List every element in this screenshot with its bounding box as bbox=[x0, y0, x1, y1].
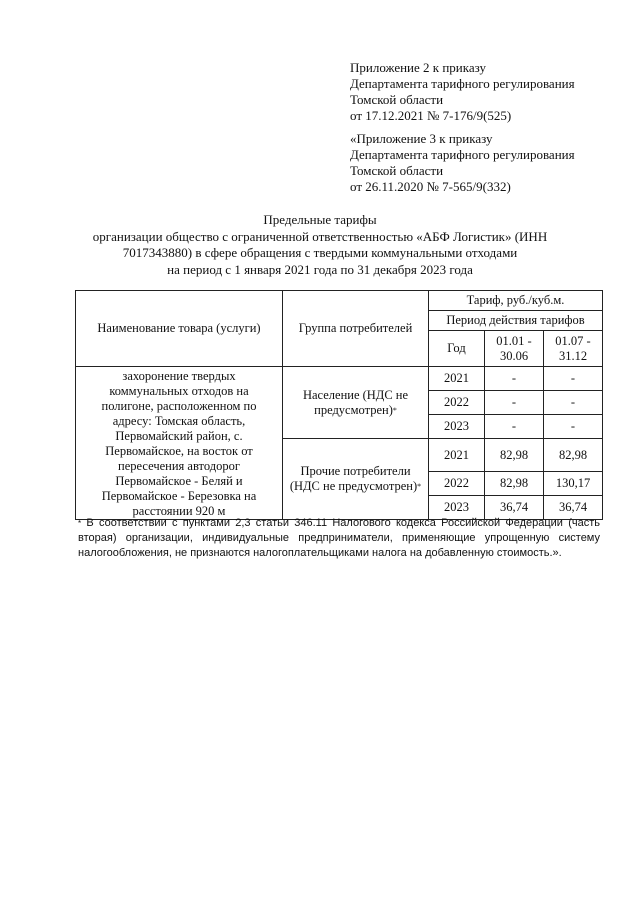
footnote-mark: * bbox=[417, 482, 422, 491]
annex-line: Приложение 2 к приказу bbox=[350, 60, 487, 75]
tariff-table bbox=[75, 290, 603, 520]
year-cell: 2021 bbox=[429, 439, 485, 472]
header-tariff: Тариф, руб./куб.м. bbox=[429, 291, 603, 311]
annex-line: Департамента тарифного регулирования bbox=[350, 76, 575, 91]
tariff-cell: - bbox=[544, 367, 603, 391]
annex-current-order bbox=[350, 60, 620, 124]
document-heading bbox=[78, 212, 562, 278]
annex-line: Томской области bbox=[350, 92, 444, 107]
heading-line: на период с 1 января 2021 года по 31 декабря 2023 года bbox=[167, 261, 473, 277]
heading-line: организации общество с ограниченной ответственностью «АБФ Логистик» (ИНН bbox=[92, 228, 548, 244]
header-half1: 01.01 - 30.06 bbox=[485, 331, 544, 367]
footnote bbox=[78, 516, 600, 561]
year-cell: 2022 bbox=[429, 391, 485, 415]
tariff-cell: - bbox=[544, 415, 603, 439]
footnote-mark: * bbox=[78, 519, 82, 528]
annex-line: Департамента тарифного регулирования bbox=[350, 147, 575, 162]
tariff-cell: - bbox=[485, 391, 544, 415]
document-title: Предельные тарифы bbox=[263, 212, 377, 227]
annex-line: от 17.12.2021 № 7-176/9(525) bbox=[350, 108, 512, 123]
tariff-cell: 36,74 bbox=[485, 496, 544, 520]
tariff-cell: - bbox=[485, 367, 544, 391]
tariff-cell: 130,17 bbox=[544, 472, 603, 496]
header-year: Год bbox=[429, 331, 485, 367]
group-name: Прочие потребители (НДС не предусмотрен) bbox=[289, 464, 418, 493]
footnote-mark: * bbox=[392, 405, 397, 415]
year-cell: 2023 bbox=[429, 496, 485, 520]
annex-line: Томской области bbox=[350, 163, 444, 178]
header-half2: 01.07 - 31.12 bbox=[544, 331, 603, 367]
year-cell: 2022 bbox=[429, 472, 485, 496]
heading-line: 7017343880) в сфере обращения с твердыми коммунальными отходами bbox=[122, 245, 518, 260]
year-cell: 2023 bbox=[429, 415, 485, 439]
annex-line: «Приложение 3 к приказу bbox=[350, 131, 493, 146]
footnote-text: В соответствии с пунктами 2,3 статьи 346.11 Налогового кодекса Российской Федерации (часть вторая) организации, индивидуальные предприниматели, применяющие упрощенную систему налогообложения, не признаются налогоплательщиками налога на добавленную стоимость.». bbox=[78, 517, 601, 559]
tariff-cell: 82,98 bbox=[485, 472, 544, 496]
tariff-cell: - bbox=[485, 415, 544, 439]
tariff-cell: 36,74 bbox=[544, 496, 603, 520]
tariff-cell: 82,98 bbox=[544, 439, 603, 472]
annex-line: от 26.11.2020 № 7-565/9(332) bbox=[350, 179, 511, 194]
header-service: Наименование товара (услуги) bbox=[76, 291, 283, 367]
group-cell bbox=[283, 367, 429, 439]
header-group: Группа потребителей bbox=[283, 291, 429, 367]
tariff-cell: - bbox=[544, 391, 603, 415]
service-name-cell: захоронение твердых коммунальных отходов на полигоне, расположенном по адресу: Томская область, Первомайский район, с. Первомайское, на восток от пересечения автодорог Первомайское - Беляй и Первомайское - Березовка на расстоянии 920 м bbox=[76, 367, 283, 520]
year-cell: 2021 bbox=[429, 367, 485, 391]
header-period: Период действия тарифов bbox=[429, 311, 603, 331]
group-name: Население (НДС не предусмотрен) bbox=[302, 387, 409, 417]
tariff-cell: 82,98 bbox=[485, 439, 544, 472]
annex-previous-order bbox=[350, 131, 620, 195]
group-cell bbox=[283, 439, 429, 520]
